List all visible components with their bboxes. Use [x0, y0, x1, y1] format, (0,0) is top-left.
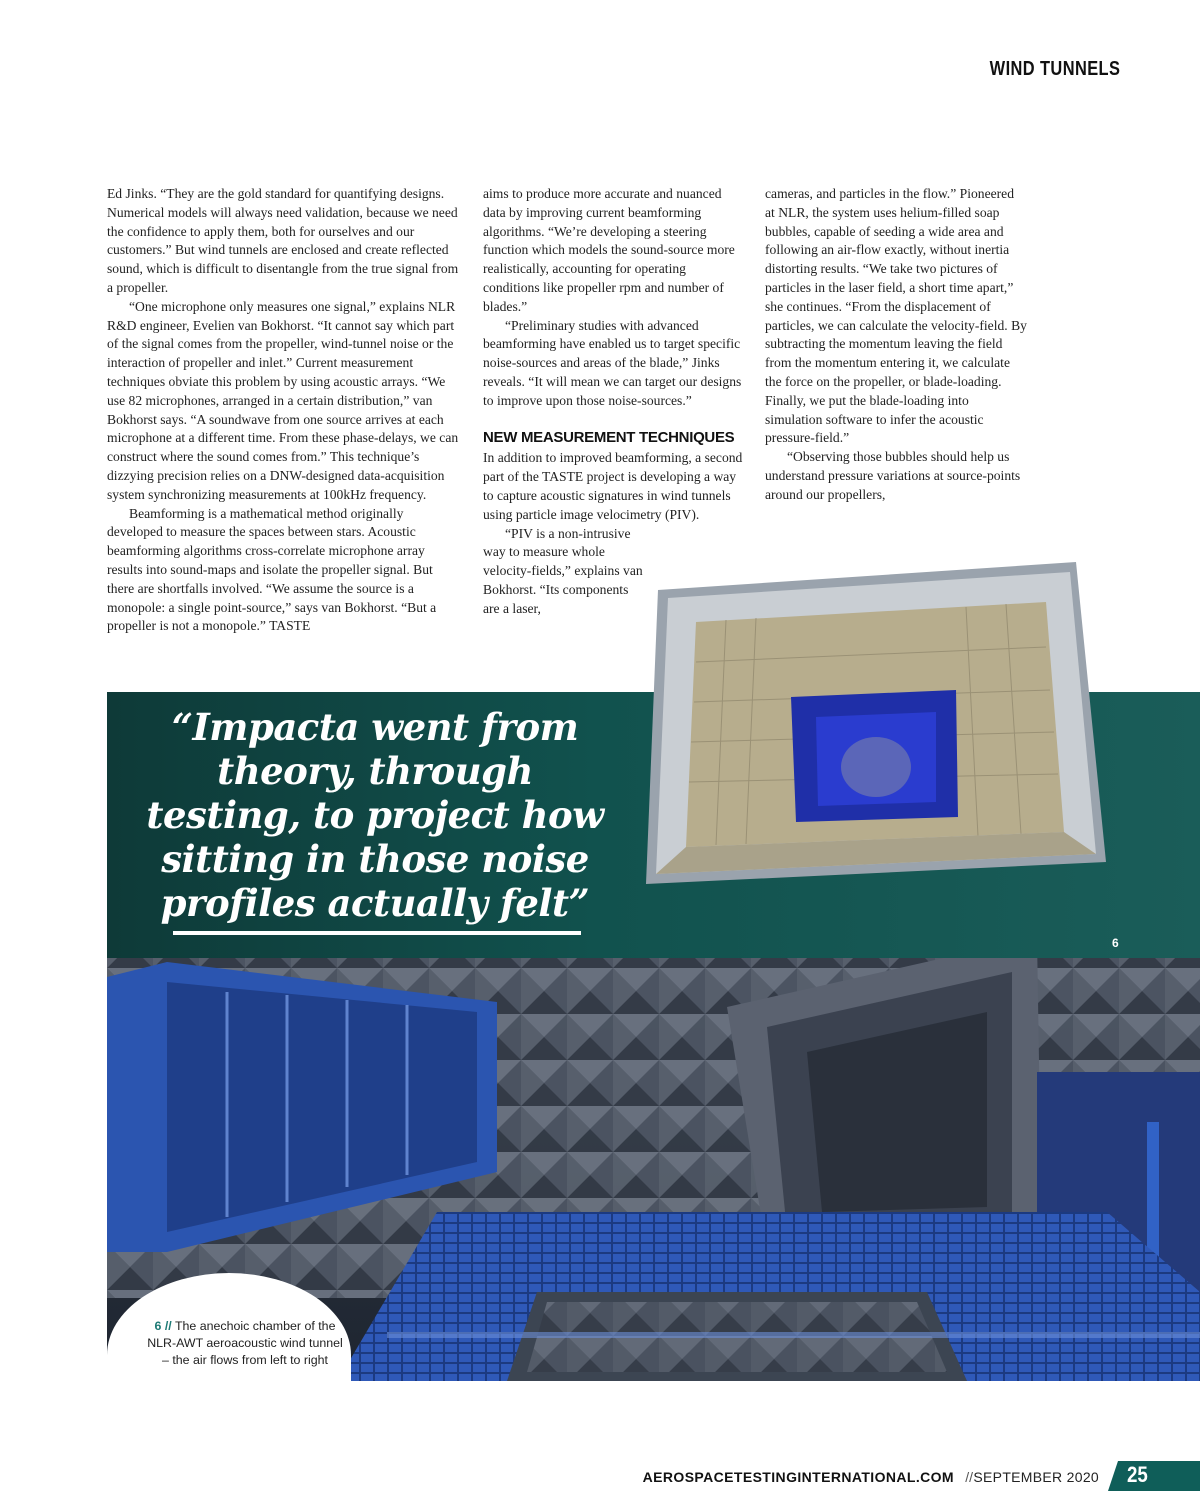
page-number: 25 — [1127, 1462, 1148, 1487]
article-column-1 — [107, 185, 460, 636]
figure-number: 6 — [1112, 936, 1119, 950]
paragraph: “One microphone only measures one signal,” explains NLR R&D engineer, Evelien van Bokhorst. “It cannot say which part of the signal comes from the propeller, wind-tunnel noise or the interaction of propeller and inlet.” Current measurement techniques obviate this problem by using acoustic arrays. “We use 82 microphones, arranged in a certain distribution,” van Bokhorst says. “A soundwave from one source arrives at each microphone at a different time. From these phase-delays, we can construct where the sound comes from.” This technique’s dizzying precision relies on a DNW-designed data-acquisition system synchronizing measurements at 100kHz frequency. — [107, 298, 459, 502]
page-number-tab — [1108, 1461, 1200, 1491]
paragraph: Beamforming is a mathematical method originally developed to measure the spaces between stars. Acoustic beamforming algorithms cross-correlate microphone array results into sound-maps and isolate the propeller signal. But there are shortfalls involved. “We assume the source is a monopole: a single point-source,” says van Bokhorst. “But a propeller is not a monopole.” TASTE — [107, 505, 437, 634]
pull-quote: “Impacta went from theory, through testing, to project how sitting in those noise profiles actually felt” — [146, 705, 604, 925]
footer-site: AEROSPACETESTINGINTERNATIONAL.COM — [642, 1469, 954, 1485]
section-label: WIND TUNNELS — [989, 58, 1120, 80]
pull-quote-underline — [173, 931, 581, 935]
tunnel-inset-photo — [646, 562, 1106, 884]
paragraph: aims to produce more accurate and nuanced data by improving current beamforming algorithms. “We’re developing a steering function which models the sound-source more realistically, accounting for operating conditions like propeller rpm and number of blades.” — [483, 186, 735, 314]
caption-text: The anechoic chamber of the NLR-AWT aeroacoustic wind tunnel – the air flows from left to right — [147, 1319, 343, 1367]
footer-issue: SEPTEMBER 2020 — [973, 1469, 1099, 1485]
article-column-2 — [483, 185, 745, 619]
caption-bubble — [107, 1273, 351, 1489]
subheading: NEW MEASUREMENT TECHNIQUES — [483, 428, 735, 446]
paragraph: “Preliminary studies with advanced beamforming have enabled us to target specific noise-sources and areas of the blade,” Jinks reveals. “It will mean we can target our designs to improve upon those noise-sources.” — [483, 317, 742, 408]
paragraph: “Observing those bubbles should help us understand pressure variations at source-points around our propellers, — [765, 449, 1021, 502]
paragraph: cameras, and particles in the flow.” Pioneered at NLR, the system uses helium-filled soap bubbles, capable of seeding a wide area and following an air-flow exactly, without inertia distorting results. “We take two pictures of particles in the laser field, a short time apart,” she continues. “From the displacement of particles, we can calculate the velocity-field. By subtracting the momentum leaving the field from the momentum entering it, we calculate the force on the propeller, or blade-loading. Finally, we put the blade-loading into simulation software to infer the acoustic pressure-field.” — [765, 186, 1027, 446]
article-column-3 — [765, 185, 1027, 505]
caption-number: 6 // — [154, 1319, 172, 1333]
paragraph: Ed Jinks. “They are the gold standard for quantifying designs. Numerical models will always need validation, because we need the confidence to apply them, both for ourselves and our customers.” But wind tunnels are enclosed and create reflected sound, which is difficult to disentangle from the true signal from a propeller. — [107, 186, 459, 295]
figure-caption — [145, 1318, 345, 1369]
paragraph: In addition to improved beamforming, a second part of the TASTE project is developing a way to capture acoustic signatures in wind tunnels using particle image velocimetry (PIV). — [483, 450, 743, 522]
footer-separator: // — [965, 1469, 973, 1485]
paragraph: “PIV is a non-intrusive way to measure whole velocity-fields,” explains van Bokhorst. “Its components are a laser, — [483, 525, 643, 616]
